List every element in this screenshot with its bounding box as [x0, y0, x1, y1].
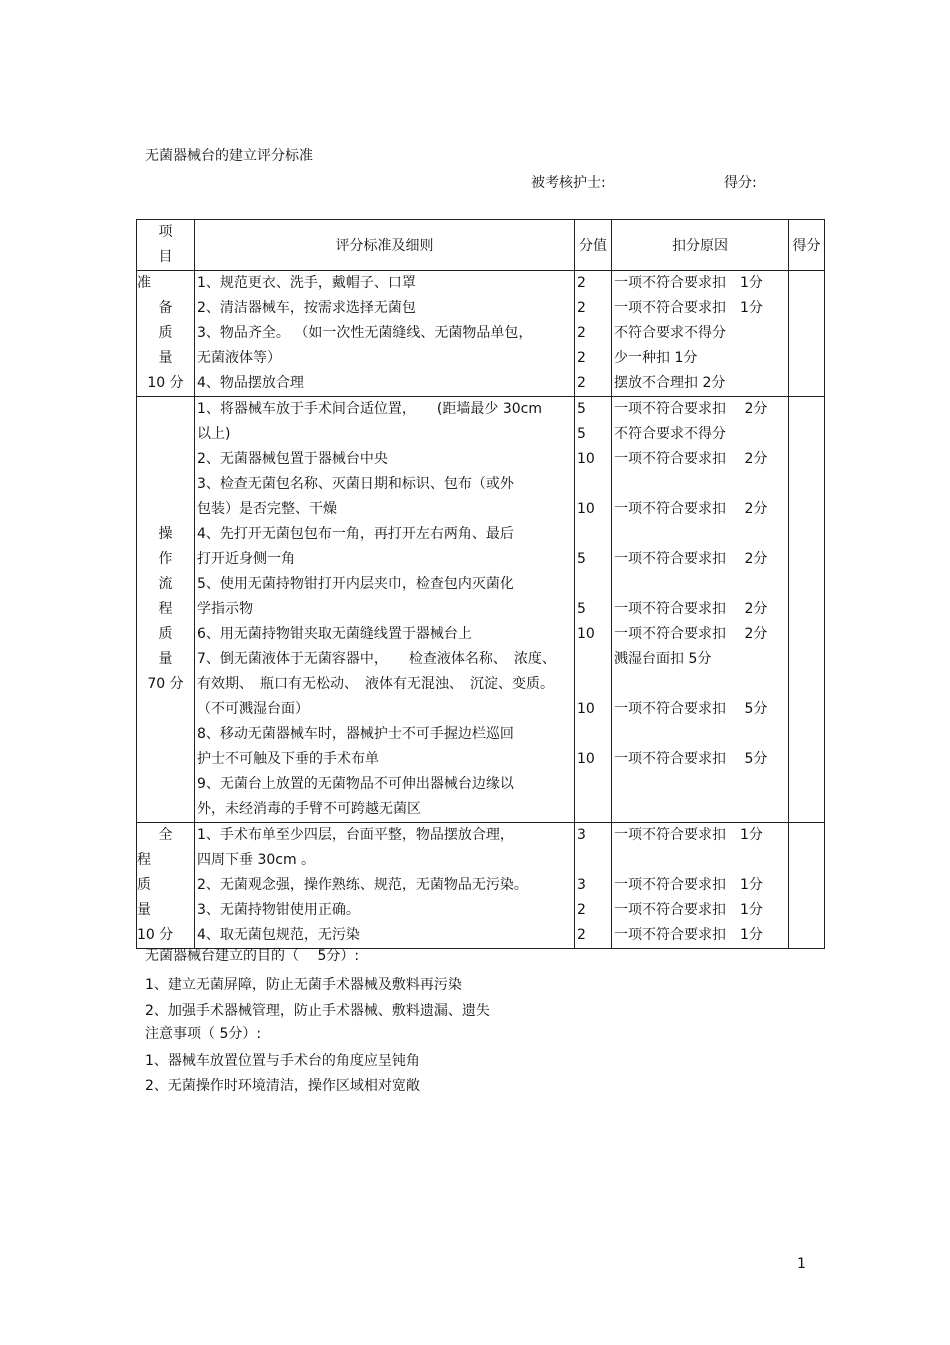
deduction-cell: [612, 823, 789, 949]
deduction-line: 少一种扣 1分: [614, 350, 698, 366]
section-label-line: 程: [137, 852, 151, 868]
criteria-line: 无菌液体等）: [197, 350, 281, 366]
deduction-line: 一项不符合要求扣 2分: [614, 401, 768, 417]
deduction-line: 一项不符合要求扣 1分: [614, 927, 763, 943]
deduction-line: [612, 572, 788, 597]
deduction-line: 一项不符合要求扣 1分: [614, 877, 763, 893]
criteria-line: 4、物品摆放合理: [197, 375, 304, 391]
score-cell[interactable]: [789, 823, 825, 949]
points-value: [575, 722, 611, 747]
points-value: [575, 472, 611, 497]
points-value: [575, 647, 611, 672]
deduction-line: [612, 772, 788, 797]
header-points: 分值: [575, 220, 612, 271]
criteria-line: 以上): [197, 426, 231, 442]
points-value: [575, 772, 611, 797]
header-deduction: 扣分原因: [612, 220, 789, 271]
table-row: [137, 397, 825, 823]
section-label-line: 质: [137, 877, 151, 893]
document-title: 无菌器械台的建立评分标准: [145, 148, 313, 164]
section-label-line: 操: [158, 526, 173, 542]
deduction-line: [612, 722, 788, 747]
section-label-line: 作: [158, 551, 173, 567]
criteria-line: （不可溅湿台面）: [197, 701, 309, 717]
points-cell: [575, 271, 612, 397]
section-label-line: 10 分: [147, 375, 184, 391]
section-label-line: 量: [137, 902, 151, 918]
points-value: 5: [577, 551, 586, 567]
purpose-item: 1、建立无菌屏障，防止无菌手术器械及敷料再污染: [145, 977, 462, 993]
points-value: [575, 672, 611, 697]
criteria-line: 9、无菌台上放置的无菌物品不可伸出器械台边缘以: [197, 776, 514, 792]
criteria-line: 2、无菌观念强，操作熟练、规范，无菌物品无污染。: [197, 877, 528, 893]
section-label: [137, 271, 195, 397]
page-number: 1: [797, 1256, 806, 1272]
points-value: 10: [577, 626, 595, 642]
criteria-cell: [195, 271, 575, 397]
deduction-line: 一项不符合要求扣 5分: [614, 701, 768, 717]
criteria-line: 1、规范更衣、洗手，戴帽子、口罩: [197, 275, 416, 291]
criteria-line: 护士不可触及下垂的手术布单: [197, 751, 379, 767]
deduction-line: 摆放不合理扣 2分: [614, 375, 726, 391]
table-row: [137, 271, 825, 397]
points-value: 5: [577, 601, 586, 617]
section-label-line: 准: [137, 275, 151, 291]
examinee-label: 被考核护士:: [531, 175, 606, 191]
caution-title: 注意事项（ 5分）:: [145, 1026, 262, 1042]
section-label: [137, 823, 195, 949]
points-value: [575, 848, 611, 873]
section-label-line: 质: [158, 626, 173, 642]
header-criteria: 评分标准及细则: [195, 220, 575, 271]
points-value: 10: [577, 451, 595, 467]
header-score: 得分: [789, 220, 825, 271]
scoring-table: [136, 219, 825, 949]
points-value: 2: [577, 300, 586, 316]
points-value: 2: [577, 325, 586, 341]
points-value: 2: [577, 275, 586, 291]
section-label: [137, 397, 195, 823]
score-cell[interactable]: [789, 397, 825, 823]
section-label-line: 备: [158, 300, 173, 316]
deduction-line: 一项不符合要求扣 1分: [614, 827, 763, 843]
criteria-line: 8、移动无菌器械车时，器械护士不可手握边栏巡回: [197, 726, 514, 742]
header-item-line2: 目: [158, 249, 173, 265]
points-value: 10: [577, 501, 595, 517]
points-value: [575, 522, 611, 547]
header-item: [137, 220, 195, 271]
criteria-line: 1、将器械车放于手术间合适位置， (距墙最少 30cm: [197, 401, 542, 417]
points-cell: [575, 823, 612, 949]
points-value: 2: [577, 350, 586, 366]
deduction-line: [612, 797, 788, 822]
deduction-line: [612, 672, 788, 697]
criteria-line: 6、用无菌持物钳夹取无菌缝线置于器械台上: [197, 626, 472, 642]
criteria-line: 打开近身侧一角: [197, 551, 295, 567]
points-value: 5: [577, 426, 586, 442]
criteria-cell: [195, 397, 575, 823]
table-header-row: [137, 220, 825, 271]
section-label-line: 程: [158, 601, 173, 617]
criteria-line: 7、倒无菌液体于无菌容器中， 检查液体名称、 浓度、: [197, 651, 556, 667]
caution-item: 2、无菌操作时环境清洁，操作区域相对宽敞: [145, 1078, 420, 1094]
criteria-line: 2、清洁器械车，按需求选择无菌包: [197, 300, 416, 316]
points-value: 10: [577, 751, 595, 767]
deduction-line: 一项不符合要求扣 2分: [614, 601, 768, 617]
deduction-line: 一项不符合要求扣 2分: [614, 551, 768, 567]
section-label-line: 量: [158, 651, 173, 667]
deduction-line: 一项不符合要求扣 1分: [614, 902, 763, 918]
deduction-line: 一项不符合要求扣 2分: [614, 501, 768, 517]
criteria-line: 2、无菌器械包置于器械台中央: [197, 451, 388, 467]
criteria-line: 有效期、 瓶口有无松动、 液体有无混浊、 沉淀、变质。: [197, 676, 554, 692]
criteria-line: 5、使用无菌持物钳打开内层夹巾，检查包内灭菌化: [197, 576, 514, 592]
points-value: [575, 797, 611, 822]
section-label-line: 质: [158, 325, 173, 341]
criteria-cell: [195, 823, 575, 949]
criteria-line: 包装）是否完整、干燥: [197, 501, 337, 517]
total-score-label: 得分:: [724, 175, 757, 191]
deduction-line: 一项不符合要求扣 1分: [614, 275, 763, 291]
header-item-line1: 项: [158, 224, 173, 240]
criteria-line: 4、取无菌包规范，无污染: [197, 927, 360, 943]
criteria-line: 3、物品齐全。 （如一次性无菌缝线、无菌物品单包，: [197, 325, 533, 341]
points-value: 3: [577, 877, 586, 893]
points-value: 2: [577, 902, 586, 918]
deduction-line: 一项不符合要求扣 5分: [614, 751, 768, 767]
section-label-line: 量: [158, 350, 173, 366]
score-cell[interactable]: [789, 271, 825, 397]
criteria-line: 3、检查无菌包名称、灭菌日期和标识、包布（或外: [197, 476, 514, 492]
section-label-line: 10 分: [137, 927, 174, 943]
deduction-line: 一项不符合要求扣 1分: [614, 300, 763, 316]
table-row: [137, 823, 825, 949]
section-label-line: 流: [158, 576, 173, 592]
criteria-line: 4、先打开无菌包包布一角，再打开左右两角、最后: [197, 526, 514, 542]
points-value: 3: [577, 827, 586, 843]
criteria-line: 学指示物: [197, 601, 253, 617]
deduction-cell: [612, 397, 789, 823]
deduction-line: 不符合要求不得分: [614, 426, 726, 442]
section-label-line: 70 分: [147, 676, 184, 692]
points-cell: [575, 397, 612, 823]
deduction-line: [612, 848, 788, 873]
deduction-line: [612, 472, 788, 497]
deduction-cell: [612, 271, 789, 397]
points-value: 2: [577, 375, 586, 391]
criteria-line: 四周下垂 30cm 。: [197, 852, 316, 868]
points-value: 10: [577, 701, 595, 717]
deduction-line: 溅湿台面扣 5分: [614, 651, 712, 667]
points-value: 2: [577, 927, 586, 943]
points-value: 5: [577, 401, 586, 417]
criteria-line: 外，未经消毒的手臂不可跨越无菌区: [197, 801, 421, 817]
deduction-line: 一项不符合要求扣 2分: [614, 626, 768, 642]
deduction-line: 不符合要求不得分: [614, 325, 726, 341]
criteria-line: 1、手术布单至少四层，台面平整，物品摆放合理，: [197, 827, 514, 843]
points-value: [575, 572, 611, 597]
section-label-line: 全: [158, 827, 173, 843]
purpose-item: 2、加强手术器械管理，防止手术器械、敷料遗漏、遗失: [145, 1003, 490, 1019]
purpose-title: 无菌器械台建立的目的（ 5分）:: [145, 948, 360, 964]
criteria-line: 3、无菌持物钳使用正确。: [197, 902, 360, 918]
deduction-line: 一项不符合要求扣 2分: [614, 451, 768, 467]
caution-item: 1、器械车放置位置与手术台的角度应呈钝角: [145, 1053, 420, 1069]
deduction-line: [612, 522, 788, 547]
